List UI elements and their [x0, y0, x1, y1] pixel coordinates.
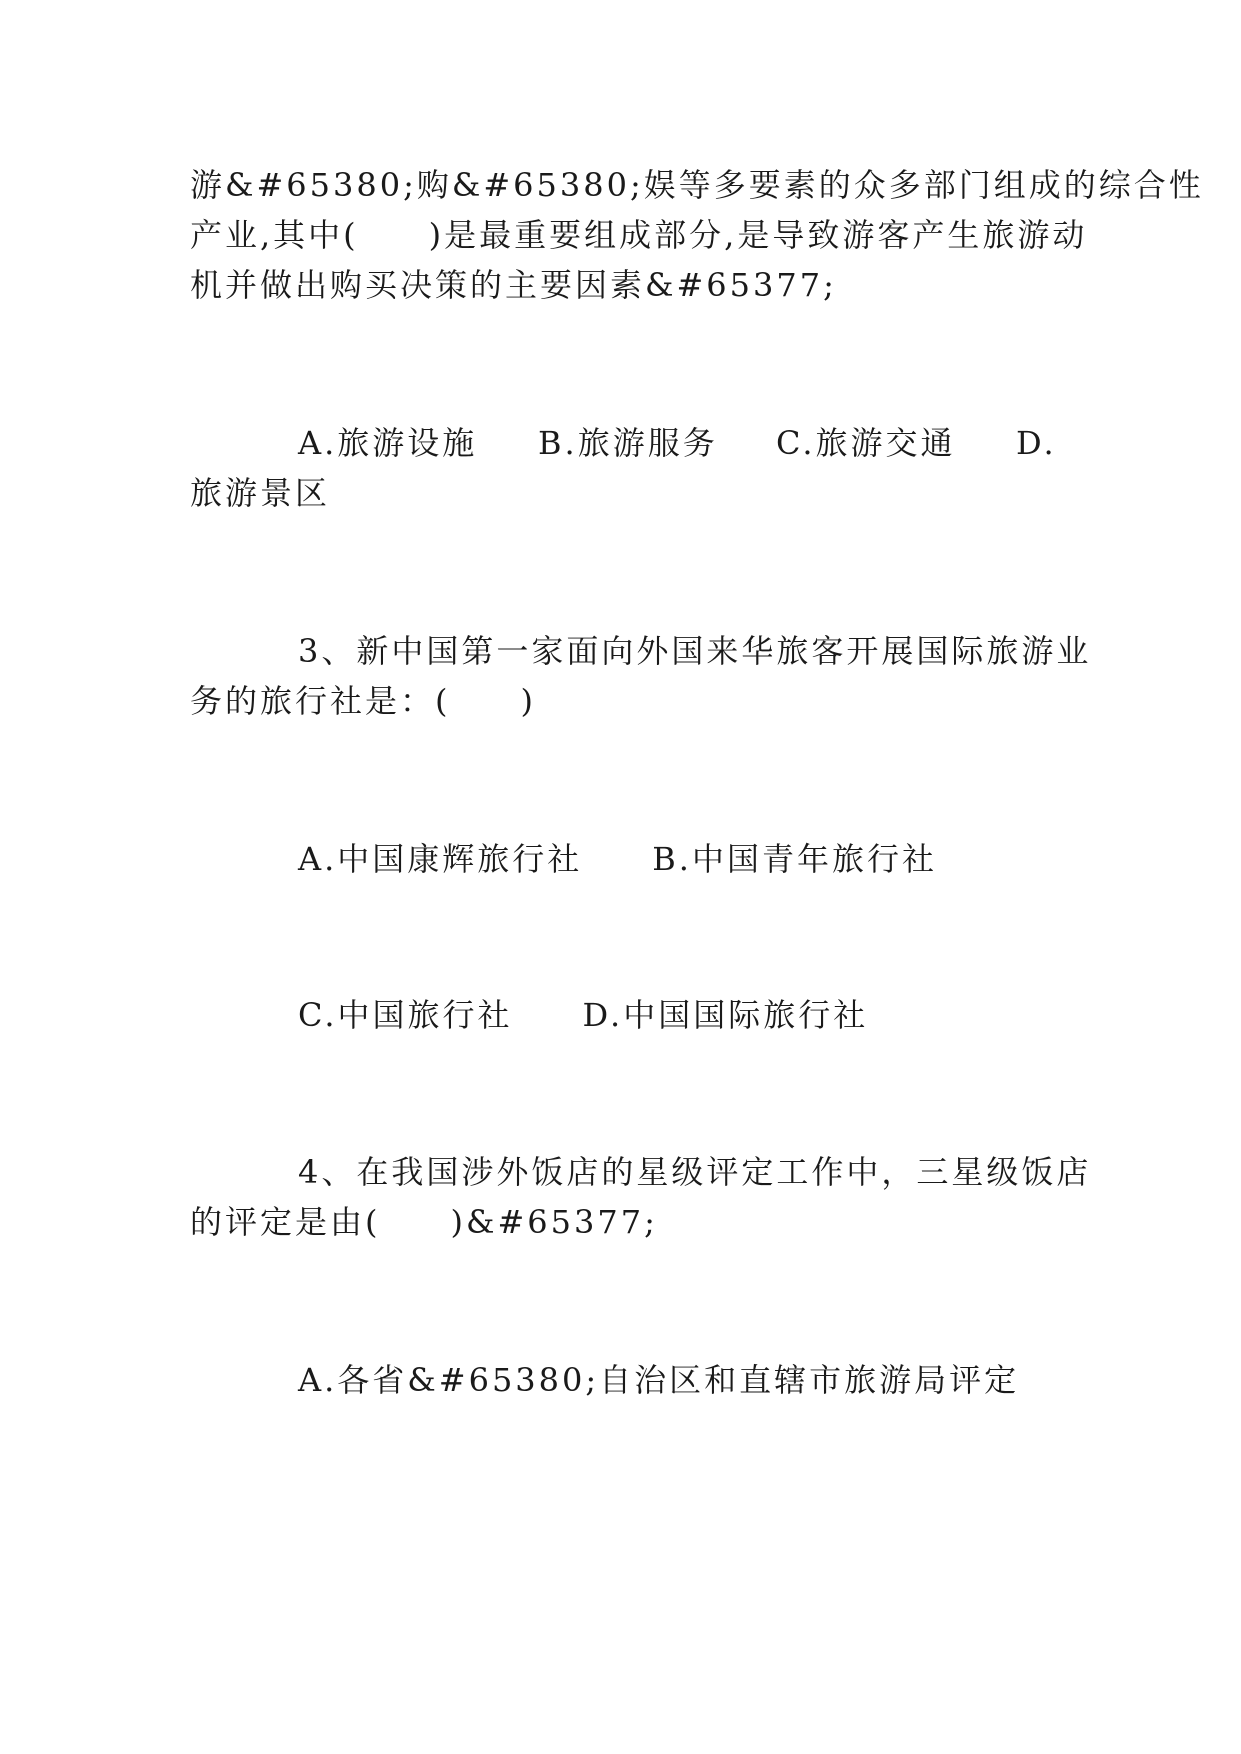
q2-option-d-label: D.	[1016, 424, 1057, 462]
q3-text-line-1: 3、新中国第一家面向外国来华旅客开展国际旅游业	[298, 632, 1092, 670]
q3-options-ab: A.中国康辉旅行社 B.中国青年旅行社	[298, 840, 937, 878]
q4-option-a: A.各省&#65380;自治区和直辖市旅游局评定	[298, 1361, 1020, 1399]
q2-text-line-1: 游&#65380;购&#65380;娱等多要素的众多部门组成的综合性	[190, 166, 1204, 204]
q2-text-line-2: 产业,其中( )是最重要组成部分,是导致游客产生旅游动	[190, 216, 1088, 254]
q4-text-line-1: 4、在我国涉外饭店的星级评定工作中，三星级饭店	[298, 1153, 1092, 1191]
q3-options-cd: C.中国旅行社 D.中国国际旅行社	[298, 996, 869, 1034]
q2-text-line-3: 机并做出购买决策的主要因素&#65377;	[190, 266, 837, 304]
q4-text-line-2: 的评定是由( )&#65377;	[190, 1203, 658, 1241]
q2-option-d-text: 旅游景区	[190, 474, 331, 512]
q2-option-b: B.旅游服务	[538, 424, 718, 462]
q2-option-c: C.旅游交通	[776, 424, 956, 462]
q2-option-a: A.旅游设施	[298, 424, 478, 462]
q3-text-line-2: 务的旅行社是：( )	[190, 682, 536, 720]
